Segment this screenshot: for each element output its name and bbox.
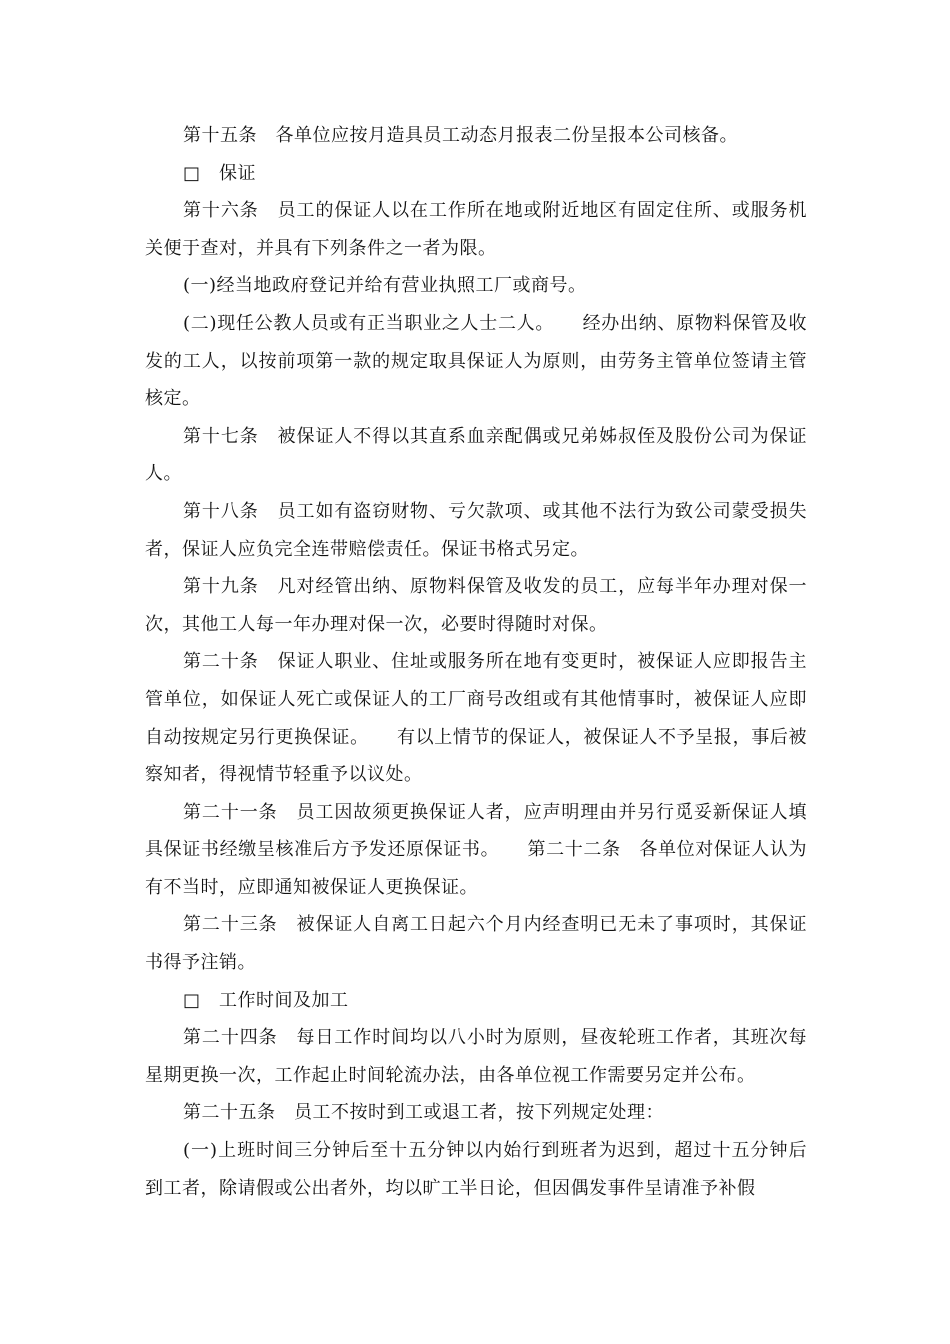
- article-18: 第十八条 员工如有盗窃财物、亏欠款项、或其他不法行为致公司蒙受损失者，保证人应负完全连带赔偿责任。保证书格式另定。: [145, 500, 807, 560]
- article-23: 第二十三条 被保证人自离工日起六个月内经查明已无未了事项时，其保证书得予注销。: [145, 914, 807, 974]
- article-20: 第二十条 保证人职业、住址或服务所在地有变更时，被保证人应即报告主管单位，如保证人死亡或保证人的工厂商号改组或有其他情事时，被保证人应即自动按规定另行更换保证。 有以上情节的保证人，被保证人不予呈报，事后被察知者，得视情节轻重予以议处。: [145, 651, 807, 786]
- article-25: 第二十五条 员工不按时到工或退工者，按下列规定处理：: [183, 1102, 664, 1124]
- section-heading-working-hours: □ 工作时间及加工: [183, 989, 349, 1011]
- article-21-22: 第二十一条 员工因故须更换保证人者，应声明理由并另行觅妥新保证人填具保证书经缴呈核准后方予发还原保证书。 第二十二条 各单位对保证人认为有不当时，应即通知被保证人更换保证。: [145, 801, 807, 898]
- section-heading-guarantee: □ 保证: [183, 162, 257, 184]
- document-body: [145, 117, 807, 1207]
- article-16-item-2: (二)现任公教人员或有正当职业之人士二人。 经办出纳、原物料保管及收发的工人，以按前项第一款的规定取具保证人为原则，由劳务主管单位签请主管核定。: [145, 312, 807, 410]
- article-17: 第十七条 被保证人不得以其直系血亲配偶或兄弟姊叔侄及股份公司为保证人。: [145, 425, 807, 485]
- article-24: 第二十四条 每日工作时间均以八小时为原则，昼夜轮班工作者，其班次每星期更换一次，工作起止时间轮流办法，由各单位视工作需要另定并公布。: [145, 1027, 807, 1086]
- article-25-item-1: (一)上班时间三分钟后至十五分钟以内始行到班者为迟到，超过十五分钟后到工者，除请假或公出者外，均以旷工半日论，但因偶发事件呈请准予补假: [145, 1140, 807, 1199]
- article-16-item-1: (一)经当地政府登记并给有营业执照工厂或商号。: [183, 275, 587, 297]
- article-15: 第十五条 各单位应按月造具员工动态月报表二份呈报本公司核备。: [183, 125, 738, 146]
- article-19: 第十九条 凡对经管出纳、原物料保管及收发的员工，应每半年办理对保一次，其他工人每一年办理对保一次，必要时得随时对保。: [145, 576, 807, 635]
- article-16: 第十六条 员工的保证人以在工作所在地或附近地区有固定住所、或服务机关便于查对，并具有下列条件之一者为限。: [145, 200, 807, 259]
